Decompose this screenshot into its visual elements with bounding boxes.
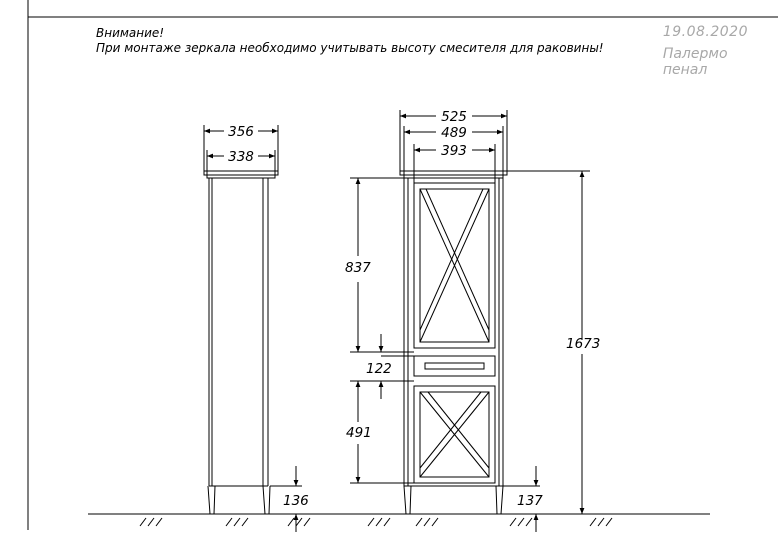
sheet-border — [28, 0, 778, 530]
side-view-cabinet — [204, 171, 278, 514]
dim-front-leg-height: 137 — [517, 493, 543, 509]
dim-side-leg-height: 136 — [283, 493, 309, 509]
dim-drawer-height: 122 — [366, 361, 392, 377]
notice-text: При монтаже зеркала необходимо учитывать высоту смесителя для раковины! — [96, 41, 604, 55]
dim-front-total-height: 1673 — [566, 336, 601, 352]
dim-upper-door-height: 837 — [345, 260, 371, 276]
front-view-cabinet — [400, 171, 507, 514]
product-type: пенал — [662, 62, 708, 78]
dim-front-total-width: 525 — [441, 109, 467, 125]
dim-side-inner-width: 338 — [228, 149, 254, 165]
dim-front-body-width: 489 — [441, 125, 467, 141]
drawing-date: 19.08.2020 — [662, 24, 748, 40]
notice-title: Внимание! — [96, 26, 165, 40]
dim-lower-door-height: 491 — [346, 425, 372, 441]
product-name: Палермо — [662, 46, 728, 62]
dim-front-door-width: 393 — [441, 143, 467, 159]
floor-line — [88, 514, 710, 526]
dim-side-top-width: 356 — [228, 124, 254, 140]
